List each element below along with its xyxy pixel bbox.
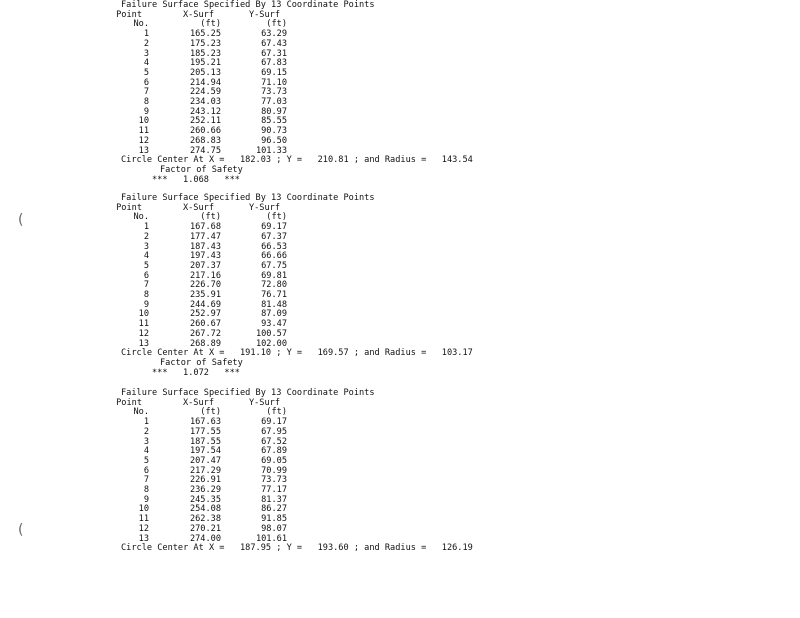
- y-surf-value: 69.05: [261, 455, 287, 466]
- table-row: [119, 300, 319, 310]
- y-surf-value: 67.95: [261, 426, 287, 437]
- x-surf-value: 214.94: [189, 77, 221, 88]
- y-surf-value: 76.71: [261, 290, 287, 300]
- x-surf-value: 187.55: [189, 436, 221, 447]
- point-number: 9: [143, 299, 149, 310]
- point-number: 11: [138, 126, 149, 137]
- column-heading: X-Surf: [182, 397, 214, 408]
- column-unit: (ft): [200, 407, 221, 418]
- table-row: [119, 39, 319, 49]
- y-surf-value: 72.80: [261, 280, 287, 291]
- table-row: [119, 280, 319, 290]
- table-row: [119, 261, 319, 271]
- table-row: [119, 475, 319, 485]
- y-surf-value: 96.50: [261, 135, 287, 146]
- column-unit: (ft): [266, 407, 287, 418]
- point-number: 3: [143, 48, 149, 59]
- table-row: [119, 524, 319, 534]
- y-surf-value: 67.52: [261, 436, 287, 447]
- point-number: 9: [143, 106, 149, 117]
- point-number: 10: [138, 504, 149, 515]
- table-row: [119, 417, 319, 427]
- table-row: [119, 126, 319, 136]
- point-number: 2: [143, 426, 149, 437]
- scan-mark: (: [18, 212, 24, 228]
- column-heading: Y-Surf: [248, 397, 280, 408]
- factor-of-safety-value: *** 1.068 ***: [152, 174, 240, 185]
- table-row: [119, 329, 319, 339]
- column-heading-row: [112, 203, 312, 213]
- table-row: [119, 427, 319, 437]
- table-row: [119, 29, 319, 39]
- circle-center-line: Circle Center At X = 187.95 ; Y = 193.60 ; and Radius = 126.19: [121, 543, 473, 554]
- y-surf-value: 87.09: [261, 309, 287, 320]
- column-unit: No.: [133, 407, 149, 418]
- y-surf-value: 66.53: [261, 241, 287, 252]
- table-row: [119, 485, 319, 495]
- table-row: [119, 242, 319, 252]
- x-surf-value: 177.55: [189, 426, 221, 437]
- column-heading: Y-Surf: [248, 202, 280, 213]
- y-surf-value: 77.17: [261, 485, 287, 495]
- scan-mark: (: [18, 522, 24, 538]
- column-heading: Point: [116, 202, 142, 213]
- column-unit: (ft): [266, 212, 287, 223]
- section-header: Failure Surface Specified By 13 Coordinate Points: [121, 193, 375, 203]
- point-number: 13: [138, 145, 149, 156]
- table-row: [119, 495, 319, 505]
- point-number: 13: [138, 533, 149, 544]
- table-row: [119, 222, 319, 232]
- column-unit: (ft): [266, 19, 287, 30]
- column-unit-row: [119, 212, 319, 222]
- factor-of-safety-label: Factor of Safety: [160, 357, 243, 368]
- y-surf-value: 67.31: [261, 48, 287, 59]
- point-number: 9: [143, 494, 149, 505]
- table-row: [119, 58, 319, 68]
- point-number: 4: [143, 446, 149, 457]
- x-surf-value: 167.63: [189, 417, 221, 428]
- y-surf-value: 70.99: [261, 465, 287, 476]
- point-number: 7: [143, 280, 149, 291]
- point-number: 5: [143, 260, 149, 271]
- y-surf-value: 67.43: [261, 38, 287, 49]
- x-surf-value: 217.16: [189, 270, 221, 281]
- y-surf-value: 63.29: [261, 29, 287, 40]
- point-number: 8: [143, 290, 149, 300]
- x-surf-value: 224.59: [189, 87, 221, 98]
- factor-of-safety-value: *** 1.072 ***: [152, 367, 240, 378]
- y-surf-value: 69.81: [261, 270, 287, 281]
- table-row: [119, 319, 319, 329]
- y-surf-value: 77.03: [261, 97, 287, 107]
- x-surf-value: 197.43: [189, 251, 221, 262]
- y-surf-value: 80.97: [261, 106, 287, 117]
- y-surf-value: 66.66: [261, 251, 287, 262]
- table-row: [119, 232, 319, 242]
- x-surf-value: 267.72: [189, 328, 221, 339]
- x-surf-value: 262.38: [189, 514, 221, 525]
- y-surf-value: 67.83: [261, 58, 287, 69]
- table-row: [119, 290, 319, 300]
- x-surf-value: 226.70: [189, 280, 221, 291]
- column-heading: Point: [116, 397, 142, 408]
- point-number: 11: [138, 319, 149, 330]
- table-row: [119, 136, 319, 146]
- table-row: [119, 534, 319, 544]
- point-number: 3: [143, 241, 149, 252]
- x-surf-value: 177.47: [189, 231, 221, 242]
- point-number: 2: [143, 231, 149, 242]
- x-surf-value: 187.43: [189, 241, 221, 252]
- y-surf-value: 67.89: [261, 446, 287, 457]
- column-heading: X-Surf: [182, 202, 214, 213]
- x-surf-value: 245.35: [189, 494, 221, 505]
- x-surf-value: 207.47: [189, 455, 221, 466]
- point-number: 6: [143, 465, 149, 476]
- column-heading-row: [112, 10, 312, 20]
- point-number: 7: [143, 87, 149, 98]
- x-surf-value: 185.23: [189, 48, 221, 59]
- column-unit: (ft): [200, 212, 221, 223]
- table-row: [119, 456, 319, 466]
- x-surf-value: 270.21: [189, 523, 221, 534]
- point-number: 7: [143, 475, 149, 486]
- point-number: 10: [138, 309, 149, 320]
- x-surf-value: 244.69: [189, 299, 221, 310]
- x-surf-value: 243.12: [189, 106, 221, 117]
- y-surf-value: 101.33: [255, 145, 287, 156]
- y-surf-value: 69.17: [261, 417, 287, 428]
- point-number: 1: [143, 222, 149, 233]
- section-header: Failure Surface Specified By 13 Coordinate Points: [121, 388, 375, 398]
- table-row: [119, 466, 319, 476]
- point-number: 2: [143, 38, 149, 49]
- x-surf-value: 197.54: [189, 446, 221, 457]
- table-row: [119, 339, 319, 349]
- x-surf-value: 234.03: [189, 97, 221, 107]
- table-row: [119, 116, 319, 126]
- point-number: 3: [143, 436, 149, 447]
- point-number: 12: [138, 328, 149, 339]
- x-surf-value: 268.89: [189, 338, 221, 349]
- point-number: 4: [143, 251, 149, 262]
- column-heading: Y-Surf: [248, 9, 280, 20]
- y-surf-value: 81.48: [261, 299, 287, 310]
- y-surf-value: 86.27: [261, 504, 287, 515]
- point-number: 13: [138, 338, 149, 349]
- x-surf-value: 207.37: [189, 260, 221, 271]
- point-number: 6: [143, 270, 149, 281]
- x-surf-value: 165.25: [189, 29, 221, 40]
- x-surf-value: 226.91: [189, 475, 221, 486]
- y-surf-value: 98.07: [261, 523, 287, 534]
- x-surf-value: 175.23: [189, 38, 221, 49]
- table-row: [119, 446, 319, 456]
- table-row: [119, 78, 319, 88]
- column-heading-row: [112, 398, 312, 408]
- column-unit-row: [119, 407, 319, 417]
- y-surf-value: 85.55: [261, 116, 287, 127]
- point-number: 10: [138, 116, 149, 127]
- circle-center-line: Circle Center At X = 182.03 ; Y = 210.81 ; and Radius = 143.54: [121, 155, 473, 166]
- point-number: 8: [143, 97, 149, 107]
- y-surf-value: 93.47: [261, 319, 287, 330]
- x-surf-value: 195.21: [189, 58, 221, 69]
- x-surf-value: 254.08: [189, 504, 221, 515]
- x-surf-value: 235.91: [189, 290, 221, 300]
- y-surf-value: 90.73: [261, 126, 287, 137]
- y-surf-value: 81.37: [261, 494, 287, 505]
- x-surf-value: 252.97: [189, 309, 221, 320]
- table-row: [119, 309, 319, 319]
- table-row: [119, 107, 319, 117]
- x-surf-value: 274.75: [189, 145, 221, 156]
- x-surf-value: 260.67: [189, 319, 221, 330]
- x-surf-value: 217.29: [189, 465, 221, 476]
- point-number: 8: [143, 485, 149, 495]
- point-number: 12: [138, 135, 149, 146]
- x-surf-value: 167.68: [189, 222, 221, 233]
- table-row: [119, 271, 319, 281]
- x-surf-value: 274.00: [189, 533, 221, 544]
- y-surf-value: 91.85: [261, 514, 287, 525]
- point-number: 1: [143, 417, 149, 428]
- column-unit-row: [119, 19, 319, 29]
- table-row: [119, 504, 319, 514]
- y-surf-value: 69.15: [261, 67, 287, 78]
- table-row: [119, 514, 319, 524]
- table-row: [119, 97, 319, 107]
- point-number: 6: [143, 77, 149, 88]
- y-surf-value: 73.73: [261, 475, 287, 486]
- point-number: 11: [138, 514, 149, 525]
- point-number: 5: [143, 455, 149, 466]
- column-unit: No.: [133, 19, 149, 30]
- circle-center-line: Circle Center At X = 191.10 ; Y = 169.57 ; and Radius = 103.17: [121, 348, 473, 359]
- point-number: 4: [143, 58, 149, 69]
- point-number: 12: [138, 523, 149, 534]
- column-heading: X-Surf: [182, 9, 214, 20]
- y-surf-value: 67.75: [261, 260, 287, 271]
- table-row: [119, 146, 319, 156]
- x-surf-value: 252.11: [189, 116, 221, 127]
- y-surf-value: 102.00: [255, 338, 287, 349]
- y-surf-value: 101.61: [255, 533, 287, 544]
- x-surf-value: 260.66: [189, 126, 221, 137]
- table-row: [119, 49, 319, 59]
- table-row: [119, 68, 319, 78]
- y-surf-value: 67.37: [261, 231, 287, 242]
- column-unit: (ft): [200, 19, 221, 30]
- column-unit: No.: [133, 212, 149, 223]
- y-surf-value: 100.57: [255, 328, 287, 339]
- table-row: [119, 437, 319, 447]
- point-number: 5: [143, 67, 149, 78]
- x-surf-value: 236.29: [189, 485, 221, 495]
- y-surf-value: 71.10: [261, 77, 287, 88]
- x-surf-value: 205.13: [189, 67, 221, 78]
- section-header: Failure Surface Specified By 13 Coordinate Points: [121, 0, 375, 10]
- table-row: [119, 87, 319, 97]
- column-heading: Point: [116, 9, 142, 20]
- y-surf-value: 69.17: [261, 222, 287, 233]
- x-surf-value: 268.83: [189, 135, 221, 146]
- table-row: [119, 251, 319, 261]
- y-surf-value: 73.73: [261, 87, 287, 98]
- point-number: 1: [143, 29, 149, 40]
- factor-of-safety-label: Factor of Safety: [160, 164, 243, 175]
